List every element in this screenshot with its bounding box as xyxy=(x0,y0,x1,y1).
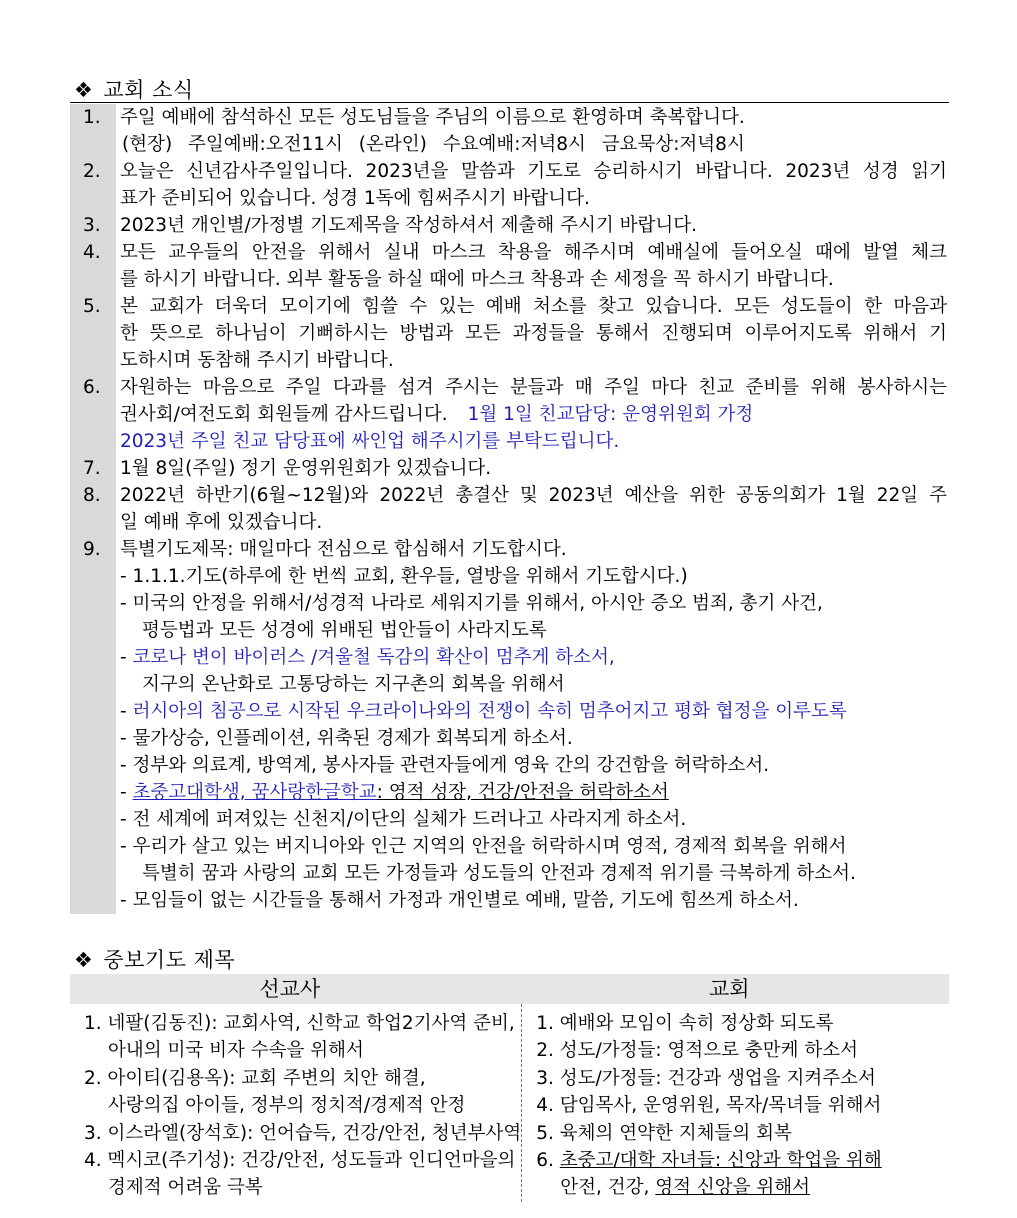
prayer-item: 1. 네팔(김동진): 교회사역, 신학교 학업2기사역 준비, xyxy=(84,1013,515,1034)
prayer-item: 1. 예배와 모임이 속히 정상화 되도록 xyxy=(536,1013,834,1034)
news-item-line: 오늘은 신년감사주일입니다. 2023년을 말씀과 기도로 승리하시기 바랍니다. 2023년 성경 읽기 xyxy=(120,161,947,182)
news-items xyxy=(70,104,949,914)
news-item xyxy=(70,536,949,914)
news-item-line: 권사회/여전도회 회원들께 감사드립니다. 1월 1일 친교담당: 운영위원회 가정 xyxy=(120,404,754,425)
news-item-body xyxy=(116,212,949,239)
prayer-item-cont: 아내의 미국 비자 수속을 위해서 xyxy=(108,1040,364,1062)
news-item-line: 를 하시기 바랍니다. 외부 활동을 하실 때에 마스크 착용과 손 세정을 꼭 하시기 바랍니다. xyxy=(120,269,834,290)
prayer-table-header xyxy=(70,974,949,1004)
church-list xyxy=(522,1004,949,1202)
news-item-number: 7. xyxy=(70,455,116,482)
prayer-highlight: 코로나 변이 바이러스 /겨울철 독감의 확산이 멈추게 하소서, xyxy=(132,647,615,668)
news-item-number: 2. xyxy=(70,158,116,212)
prayer-sub-line: 지구의 온난화로 고통당하는 지구촌의 회복을 위해서 xyxy=(142,674,565,695)
news-item xyxy=(70,455,949,482)
news-item-line: 도하시며 동참해 주시기 바랍니다. xyxy=(120,350,394,371)
prayer-item: 4. 멕시코(주기성): 건강/안전, 성도들과 인디언마을의 xyxy=(84,1150,516,1172)
news-item-line: 본 교회가 더욱더 모이기에 힘쓸 수 있는 예배 처소를 찾고 있습니다. 모든 성도들이 한 마음과 xyxy=(120,296,947,317)
news-item xyxy=(70,293,949,374)
news-highlight: 1월 1일 친교담당: 운영위원회 가정 xyxy=(461,404,754,425)
diamond-bullet-icon: ❖ xyxy=(74,948,94,972)
news-item-number: 3. xyxy=(70,212,116,239)
news-item-line: (현장) 주일예배:오전11시 (온라인) 수요예배:저녁8시 금요묵상:저녁8시 xyxy=(122,134,745,155)
prayer-sub-line: 특별히 꿈과 사랑의 교회 모든 가정들과 성도들의 안전과 경제적 위기를 극복하게 하소서. xyxy=(142,863,856,884)
news-item-line: 일 예배 후에 있겠습니다. xyxy=(120,512,323,533)
prayer-item-cont: 사랑의집 아이들, 정부의 정치적/경제적 안정 xyxy=(108,1095,466,1117)
news-item-line: 자원하는 마음으로 주일 다과를 섬겨 주시는 분들과 매 주일 마다 친교 준비를 위해 봉사하시는 xyxy=(120,377,947,398)
news-item-line: 표가 준비되어 있습니다. 성경 1독에 힘써주시기 바랍니다. xyxy=(120,188,590,209)
news-item xyxy=(70,104,949,158)
prayer-section-title: ❖ 중보기도 제목 xyxy=(74,948,236,972)
prayer-sub-line: - 러시아의 침공으로 시작된 우크라이나와의 전쟁이 속히 멈추어지고 평화 협정을 이루도록 xyxy=(120,701,847,722)
prayer-item: 5. 육체의 연약한 지체들의 회복 xyxy=(536,1122,792,1144)
prayer-item: 2. 아이티(김용옥): 교회 주변의 치안 해결, xyxy=(84,1067,426,1089)
news-item-number: 5. xyxy=(70,293,116,374)
prayer-sub-line: - 미국의 안정을 위해서/성경적 나라로 세워지기를 위해서, 아시안 증오 범죄, 총기 사건, xyxy=(120,593,823,614)
prayer-sub-line: - 우리가 살고 있는 버지니아와 인근 지역의 안전을 허락하시며 영적, 경제적 회복을 위해서 xyxy=(120,836,847,857)
diamond-bullet-icon: ❖ xyxy=(74,78,94,102)
prayer-item: 3. 이스라엘(장석호): 언어습득, 건강/안전, 청년부사역 xyxy=(84,1122,522,1144)
prayer-sub-line: - 정부와 의료계, 방역계, 봉사자들 관련자들에게 영육 간의 강건함을 허락하소서. xyxy=(120,755,770,776)
news-item xyxy=(70,212,949,239)
news-item-body xyxy=(116,536,949,914)
news-item-body xyxy=(116,239,949,293)
col-header-missionary: 선교사 xyxy=(259,977,321,1001)
underlined-text: 초중고/대학 자녀들: 신앙과 학업을 위해 xyxy=(559,1150,882,1172)
news-item-body xyxy=(116,158,949,212)
news-item-body xyxy=(116,482,949,536)
prayer-sub-line: - 전 세계에 퍼져있는 신천지/이단의 실체가 드러나고 사라지게 하소서. xyxy=(120,809,687,830)
prayer-item: 2. 성도/가정들: 영적으로 충만케 하소서 xyxy=(536,1040,858,1062)
prayer-table xyxy=(70,974,949,1202)
prayer-sub-line: - 초중고대학생, 꿈사랑한글학교: 영적 성장, 건강/안전을 허락하소서 xyxy=(120,782,669,803)
news-item-line: 2023년 개인별/가정별 기도제목을 작성하셔서 제출해 주시기 바랍니다. xyxy=(120,215,697,236)
prayer-sub-line: - 코로나 변이 바이러스 /겨울철 독감의 확산이 멈추게 하소서, xyxy=(120,647,615,668)
prayer-item: 6. 초중고/대학 자녀들: 신앙과 학업을 위해 xyxy=(536,1150,882,1172)
news-item-number: 6. xyxy=(70,374,116,455)
news-item-number: 8. xyxy=(70,482,116,536)
news-item-line: 1월 8일(주일) 정기 운영위원회가 있겠습니다. xyxy=(120,458,492,479)
prayer-highlight: 초중고대학생, 꿈사랑한글학교 xyxy=(132,782,377,803)
news-item-body xyxy=(116,104,949,158)
news-item-line: 한 뜻으로 하나님이 기뻐하시는 방법과 모든 과정들을 통해서 진행되며 이루어지도록 위해서 기 xyxy=(120,323,947,344)
news-item-line: 모든 교우들의 안전을 위해서 실내 마스크 착용을 해주시며 예배실에 들어오실 때에 발열 체크 xyxy=(120,242,947,263)
title-rule xyxy=(70,102,949,103)
prayer-underlined: : 영적 성장, 건강/안전을 허락하소서 xyxy=(376,782,669,803)
prayer-item: 4. 담임목사, 운영위원, 목자/목녀들 위해서 xyxy=(536,1095,882,1117)
missionary-list xyxy=(70,1004,522,1202)
news-item xyxy=(70,482,949,536)
underlined-text: 영적 신앙을 위해서 xyxy=(655,1177,811,1199)
news-list xyxy=(70,104,949,914)
news-item-body xyxy=(116,455,949,482)
prayer-sub-line: - 1.1.1.기도(하루에 한 번씩 교회, 환우들, 열방을 위해서 기도합시다.) xyxy=(120,566,688,587)
news-item-body xyxy=(116,293,949,374)
prayer-sub-line: 평등법과 모든 성경에 위배된 법안들이 사라지도록 xyxy=(142,620,547,641)
news-item-number: 1. xyxy=(70,104,116,158)
news-section-title: ❖ 교회 소식 xyxy=(74,78,194,102)
news-item-line: 2022년 하반기(6월~12월)와 2022년 총결산 및 2023년 예산을 위한 공동의회가 1월 22일 주 xyxy=(120,485,947,506)
news-item-number: 9. xyxy=(70,536,116,914)
prayer-highlight: 러시아의 침공으로 시작된 우크라이나와의 전쟁이 속히 멈추어지고 평화 협정을 이루도록 xyxy=(132,701,847,722)
news-item-line: 주일 예배에 참석하신 모든 성도님들을 주님의 이름으로 환영하며 축복합니다. xyxy=(120,107,745,128)
prayer-sub-line: - 물가상승, 인플레이션, 위축된 경제가 회복되게 하소서. xyxy=(120,728,573,749)
news-item xyxy=(70,239,949,293)
news-item-number: 4. xyxy=(70,239,116,293)
news-item xyxy=(70,158,949,212)
prayer-sub-line: - 모임들이 없는 시간들을 통해서 가정과 개인별로 예배, 말씀, 기도에 힘쓰게 하소서. xyxy=(120,890,799,911)
news-item xyxy=(70,374,949,455)
prayer-item-cont: 안전, 건강, 영적 신앙을 위해서 xyxy=(560,1177,811,1199)
news-highlight: 2023년 주일 친교 담당표에 싸인업 해주시기를 부탁드립니다. xyxy=(120,431,620,452)
news-item-body xyxy=(116,374,949,455)
prayer-item-cont: 경제적 어려움 극복 xyxy=(108,1177,263,1199)
prayer-item: 3. 성도/가정들: 건강과 생업을 지켜주소서 xyxy=(536,1067,876,1089)
news-item-line: 특별기도제목: 매일마다 전심으로 합심해서 기도합시다. xyxy=(120,539,567,560)
col-header-church: 교회 xyxy=(708,977,750,1001)
